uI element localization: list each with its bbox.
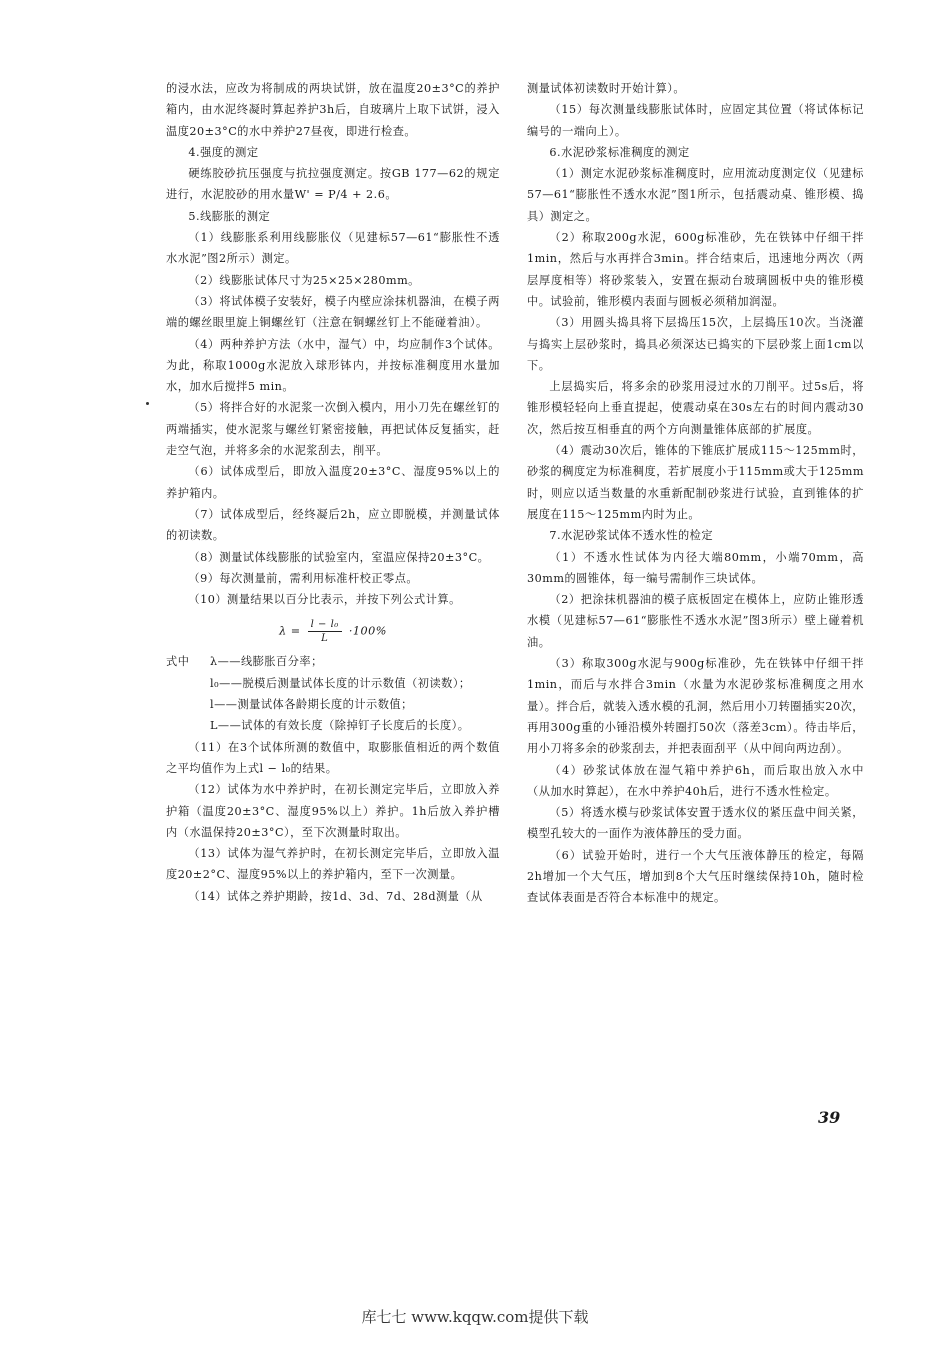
scan-speck [146,402,149,405]
left-para-continuation: 的浸水法，应改为将制成的两块试饼，放在温度20±3°C的养护箱内，由水泥终凝时算起养护3h后，自玻璃片上取下试饼，浸入温度20±3°C的水中养护27昼夜，即进行检查。 [166,82,500,138]
consistency-item-4: （4）震动30次后，锥体的下锥底扩展成115～125mm时，砂浆的稠度定为标准稠度，若扩展度小于115mm或大于125mm时，则应以适当数量的水重新配制砂浆进行试验，直到锥体的扩展度在115～125mm内时为止。 [527,444,864,521]
definition-label: 式中 [166,655,190,669]
formula-tail: ·100% [348,624,387,638]
impermeability-item-2: （2）把涂抹机器油的模子底板固定在模体上，应防止锥形透水模（见建标57—61“膨胀性不透水水泥”图3所示）壁上碰着机油。 [527,593,864,649]
expansion-item-1: （1）线膨胀系利用线膨胀仪（见建标57—61“膨胀性不透水水泥”图2所示）测定。 [166,231,500,266]
definition-label [166,673,210,694]
expansion-formula [166,618,500,645]
consistency-item-1: （1）测定水泥砂浆标准稠度时，应用流动度测定仪（见建标57—61“膨胀性不透水水泥”图1所示，包括震动桌、锥形模、捣具）测定之。 [527,167,864,223]
formula-fraction [308,618,342,645]
right-column [527,78,864,909]
expansion-item-9: （9）每次测量前，需利用标准杆校正零点。 [188,571,419,585]
formula-definitions [166,651,500,736]
expansion-item-5: （5）将拌合好的水泥浆一次倒入模内，用小刀先在螺丝钉的两端插实，使水泥浆与螺丝钉紧密接触，再把试体反复插实，赶走空气泡，并将多余的水泥浆刮去，削平。 [166,401,500,458]
definition-text: l——测量试体各龄期长度的计示数值； [210,698,413,712]
expansion-item-8: （8）测量试体线膨胀的试验室内，室温应保持20±3°C。 [188,550,490,564]
formula-lhs: λ = [279,624,301,638]
formula-denominator: L [321,633,329,645]
impermeability-item-6: （6）试验开始时，进行一个大气压液体静压的检定，每隔2h增加一个大气压，增加到8个大气压时继续保持10h，随时检查试体表面是否符合本标准中的规定。 [527,848,864,905]
expansion-item-15: （15）每次测量线膨胀试体时，应固定其位置（将试体标记编号的一端向上）。 [527,103,864,138]
heading-impermeability: 7.水泥砂浆试体不透水性的检定 [549,529,714,543]
definition-text: λ——线膨胀百分率； [210,655,323,669]
definition-text: L——试体的有效长度（除掉钉子长度后的长度）。 [210,719,470,733]
consistency-para: 上层捣实后，将多余的砂浆用浸过水的刀削平。过5s后，将锥形模轻轻向上垂直提起，使震动桌在30s左右的时间内震动30次，然后按互相垂直的两个方向测量锥体底部的扩展度。 [527,380,864,436]
page-number: 39 [818,1108,841,1127]
definition-row [166,673,500,694]
impermeability-item-3: （3）称取300g水泥与900g标准砂，先在铁钵中仔细干拌1min，而后与水拌合3min（水量为水泥砂浆标准稠度之用水量）。拌合后，就装入透水模的孔洞，然后用小刀转圈插实20次，再用300g重的小锤沿模外转圈打50次（落差3cm）。待击毕后，用小刀将多余的砂浆刮去，并把表面刮平（从中间向两边刮）。 [527,657,864,756]
expansion-item-12: （12）试体为水中养护时，在初长测定完毕后，立即放入养护箱（温度20±3°C、湿度95%以上）养护。1h后放入养护槽内（水温保持20±3°C），至下次测量时取出。 [166,783,500,839]
expansion-item-2: （2）线膨胀试体尺寸为25×25×280mm。 [188,273,420,287]
heading-expansion: 5.线膨胀的测定 [188,209,271,223]
definition-row [166,694,500,715]
expansion-item-10: （10）测量结果以百分比表示，并按下列公式计算。 [188,593,461,607]
definition-row [166,651,500,672]
definition-row [166,715,500,736]
heading-consistency: 6.水泥砂浆标准稠度的测定 [549,145,690,159]
footer-watermark: 库七七 www.kqqw.com提供下载 [361,1308,589,1326]
consistency-item-3: （3）用圆头捣具将下层捣压15次，上层捣压10次。当浇灌与捣实上层砂浆时，捣具必须深达已捣实的下层砂浆上面1cm以下。 [527,316,864,372]
expansion-item-13: （13）试体为湿气养护时，在初长测定完毕后，立即放入温度20±2°C、湿度95%以上的养护箱内，至下一次测量。 [166,847,500,882]
definition-label [166,694,210,715]
right-para-continuation: 测量试体初读数时开始计算）。 [527,82,686,95]
expansion-item-3: （3）将试体模子安装好，模子内壁应涂抹机器油，在模子两端的螺丝眼里旋上铜螺丝钉（注意在铜螺丝钉上不能碰着油）。 [166,294,500,330]
expansion-item-6: （6）试体成型后，即放入温度20±3°C、湿度95%以上的养护箱内。 [166,465,500,500]
strength-para: 硬练胶砂抗压强度与抗拉强度测定。按GB 177—62的规定进行，水泥胶砂的用水量W' = P/4 + 2.6。 [166,167,500,202]
left-column [166,78,500,907]
definition-text: l₀——脱模后测量试体长度的计示数值（初读数）； [210,676,471,690]
heading-strength: 4.强度的测定 [188,145,259,159]
impermeability-item-5: （5）将透水模与砂浆试体安置于透水仪的紧压盘中间关紧，模型孔较大的一面作为液体静压的受力面。 [527,806,864,841]
impermeability-item-4: （4）砂浆试体放在湿气箱中养护6h，而后取出放入水中（从加水时算起），在水中养护40h后，进行不透水性检定。 [527,763,864,798]
expansion-item-7: （7）试体成型后，经终凝后2h，应立即脱模，并测量试体的初读数。 [166,507,500,543]
consistency-item-2: （2）称取200g水泥，600g标准砂，先在铁钵中仔细干拌1min，然后与水再拌合3min。拌合结束后，迅速地分两次（两层厚度相等）将砂浆装入，安置在振动台玻璃圆板中央的锥形模中。试验前，锥形模内表面与圆板必须稍加润湿。 [527,231,864,308]
definition-label [166,715,210,736]
expansion-item-11: （11）在3个试体所测的数值中，取膨胀值相近的两个数值之平均值作为上式l − l₀的结果。 [166,740,500,775]
formula-numerator: l − l₀ [308,618,342,632]
expansion-item-4: （4）两种养护方法（水中，湿气）中，均应制作3个试体。为此，称取1000g水泥放入球形钵内，并按标准稠度用水量加水，加水后搅拌5 min。 [166,337,500,394]
expansion-item-14: （14）试体之养护期龄，按1d、3d、7d、28d测量（从 [188,889,483,903]
impermeability-item-1: （1）不透水性试体为内径大端80mm，小端70mm，高30mm的圆锥体，每一编号需制作三块试体。 [527,550,864,585]
